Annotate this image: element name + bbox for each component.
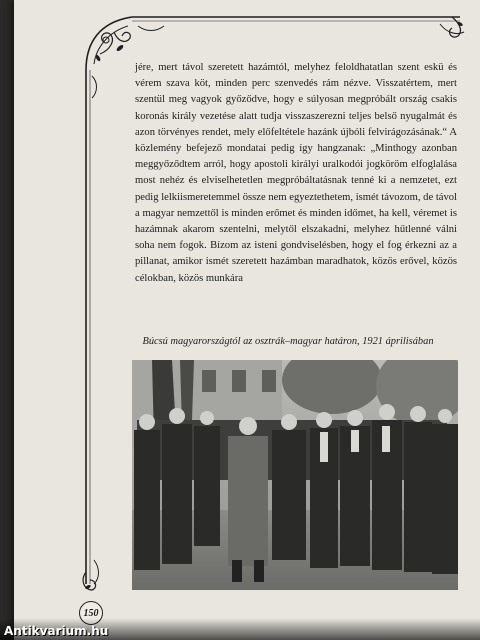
page-number: 150 [79, 601, 103, 625]
body-paragraph: jére, mert távol szeretett hazámtól, melyhez feloldhatatlan szent eskü és vérem szava köt, minden perc szenvedés rám nézve. Visszatértem, mert szentül meg vagyok győződve, hogy e súlyosan megpróbált ország csakis koronás király vezetése alatt tudja visszaszerezni teljes belső nyugalmát és azon törvényes rendet, mely előfeltétele hazánk újbóli felvirágozásának.“ A közlemény befejező mondatai pedig így hangzanak: „Minthogy azonban meggyőződtem arról, hogy apostoli királyi uralkodói jogköröm elfoglalása most nehéz és elviselhetetlen megpróbáltatásnak tenné ki a nemzetet, ezt pedig lelkiismeretemmel össze nem egyeztethetem, ismét távozom, de távol a magyar nemzettől is minden erőmet és minden időmet, ha kell, véremet is hazámnak akarom szentelni, melytől elszakadni, melyhez hűtlenné válni soha nem fogok. Bízom az isteni gondviselésben, hogy el fog érkezni az a pillanat, amikor ismét szeretett hazámban maradhatok, közös erővel, közös célokban, közös munkára [135, 62, 457, 284]
watermark [0, 618, 480, 640]
watermark-text: Antikvarium.hu [4, 624, 109, 638]
body-text [135, 60, 457, 287]
photo-caption: Búcsú magyarországtól az osztrák–magyar határon, 1921 áprilisában [142, 336, 434, 347]
historical-photograph [132, 360, 458, 590]
